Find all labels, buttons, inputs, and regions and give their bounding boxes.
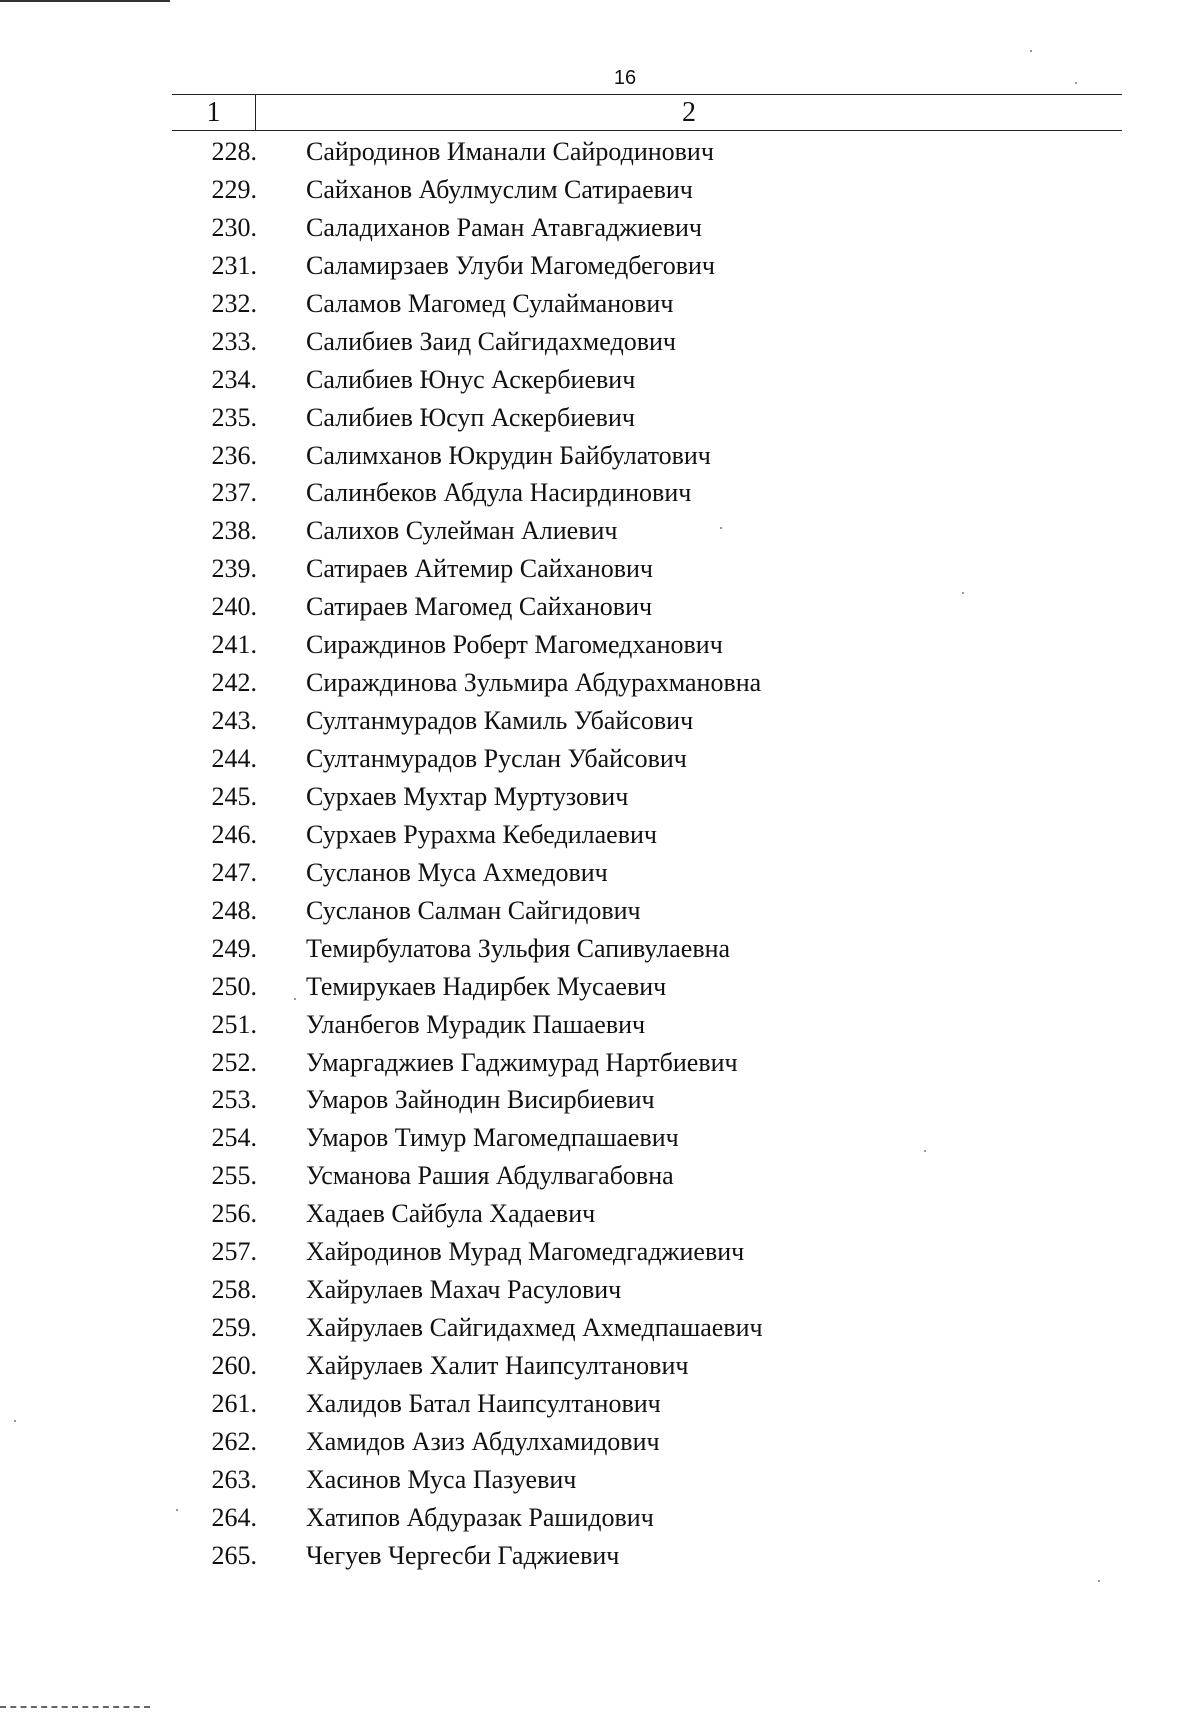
table-row <box>0 968 1200 1006</box>
scan-speck <box>924 1150 926 1152</box>
table-row <box>0 1233 1200 1271</box>
person-name: Хайродинов Мурад Магомедгаджиевич <box>306 1237 745 1267</box>
person-name: Хатипов Абдуразак Рашидович <box>306 1502 654 1532</box>
scan-speck <box>176 1509 178 1511</box>
table-row <box>0 1537 1200 1575</box>
table-row <box>0 702 1200 740</box>
row-number: 244. <box>211 744 257 773</box>
table-row <box>0 1195 1200 1233</box>
person-name: Хайрулаев Махач Расулович <box>306 1275 622 1305</box>
table-row <box>0 323 1200 361</box>
row-number: 252. <box>211 1047 257 1077</box>
scan-speck <box>1098 1580 1100 1582</box>
table-row <box>0 361 1200 399</box>
row-number: 249. <box>211 933 257 963</box>
row-number: 251. <box>211 1009 257 1039</box>
table-row <box>0 1347 1200 1385</box>
person-name: Хайрулаев Сайгидахмед Ахмедпашаевич <box>306 1313 763 1343</box>
table-row <box>0 778 1200 816</box>
person-name: Салибиев Заид Сайгидахмедович <box>306 326 676 356</box>
person-name: Салимханов Юкрудин Байбулатович <box>306 440 711 470</box>
row-number: 230. <box>211 212 257 242</box>
table-row <box>0 1006 1200 1044</box>
row-number: 256. <box>211 1199 257 1229</box>
row-number: 261. <box>211 1388 257 1418</box>
person-name: Умаров Тимур Магомедпашаевич <box>306 1123 679 1153</box>
table-row <box>0 285 1200 323</box>
person-name: Хайрулаев Халит Наипсултанович <box>306 1351 689 1380</box>
table-body <box>0 133 1200 1575</box>
person-name: Сусланов Салман Сайгидович <box>306 895 641 925</box>
person-name: Сатираев Айтемир Сайханович <box>306 554 653 584</box>
row-number: 246. <box>211 819 257 849</box>
row-number: 233. <box>211 326 257 356</box>
person-name: Султанмурадов Камиль Убайсович <box>306 706 694 736</box>
row-number: 248. <box>211 895 257 925</box>
row-number: 259. <box>211 1313 257 1343</box>
person-name: Саладиханов Раман Атавгаджиевич <box>306 212 702 242</box>
table-row <box>0 474 1200 512</box>
scan-speck <box>962 592 964 594</box>
row-number: 236. <box>211 440 257 470</box>
row-number: 254. <box>211 1123 257 1153</box>
person-name: Хадаев Сайбула Хадаевич <box>306 1199 596 1229</box>
table-row <box>0 171 1200 209</box>
person-name: Чегуев Чергесби Гаджиевич <box>306 1540 620 1570</box>
person-name: Салинбеков Абдула Насирдинович <box>306 478 692 508</box>
person-name: Темирбулатова Зульфия Сапивулаевна <box>306 933 731 963</box>
person-name: Сайродинов Иманали Сайродинович <box>306 137 714 166</box>
row-number: 255. <box>211 1161 257 1191</box>
row-number: 253. <box>211 1085 257 1115</box>
table-row <box>0 854 1200 892</box>
table-row <box>0 1423 1200 1461</box>
table-row <box>0 247 1200 285</box>
row-number: 239. <box>211 554 257 584</box>
table-row <box>0 626 1200 664</box>
row-number: 229. <box>211 174 257 204</box>
person-name: Султанмурадов Руслан Убайсович <box>306 744 687 773</box>
table-row <box>0 1271 1200 1309</box>
row-number: 232. <box>211 288 257 318</box>
person-name: Умаров Зайнодин Висирбиевич <box>306 1085 655 1115</box>
table-header-col-1: 1 <box>206 97 221 128</box>
person-name: Сираждинов Роберт Магомедханович <box>306 630 723 660</box>
table-row <box>0 740 1200 778</box>
table-row <box>0 1044 1200 1082</box>
row-number: 231. <box>211 250 257 280</box>
row-number: 245. <box>211 781 257 811</box>
row-number: 234. <box>211 364 257 394</box>
person-name: Салибиев Юсуп Аскербиевич <box>306 402 635 432</box>
person-name: Саламирзаев Улуби Магомедбегович <box>306 250 715 280</box>
table-header-bottom-rule <box>172 130 1122 131</box>
table-header-col-2: 2 <box>682 97 696 128</box>
row-number: 250. <box>211 971 257 1001</box>
person-name: Хамидов Азиз Абдулхамидович <box>306 1426 660 1456</box>
person-name: Сурхаев Мухтар Муртузович <box>306 781 629 811</box>
row-number: 243. <box>211 706 257 736</box>
table-row <box>0 512 1200 550</box>
table-row <box>0 209 1200 247</box>
person-name: Сайханов Абулмуслим Сатираевич <box>306 174 693 204</box>
table-row <box>0 1081 1200 1119</box>
row-number: 240. <box>211 592 257 622</box>
person-name: Сурхаев Рурахма Кебедилаевич <box>306 819 657 849</box>
person-name: Сираждинова Зульмира Абдурахмановна <box>306 668 762 698</box>
person-name: Уланбегов Мурадик Пашаевич <box>306 1009 646 1039</box>
table-row <box>0 550 1200 588</box>
person-name: Умаргаджиев Гаджимурад Нартбиевич <box>306 1047 738 1077</box>
row-number: 238. <box>211 516 257 546</box>
table-row <box>0 588 1200 626</box>
row-number: 265. <box>211 1540 257 1570</box>
row-number: 263. <box>211 1464 257 1494</box>
row-number: 235. <box>211 402 257 432</box>
table-row <box>0 1385 1200 1423</box>
row-number: 247. <box>211 857 257 887</box>
scan-speck <box>294 998 296 1000</box>
person-name: Халидов Батал Наипсултанович <box>306 1388 661 1418</box>
person-name: Усманова Рашия Абдулвагабовна <box>306 1161 674 1191</box>
scan-speck <box>1030 50 1032 52</box>
table-row <box>0 1309 1200 1347</box>
row-number: 228. <box>211 137 257 166</box>
person-name: Сатираев Магомед Сайханович <box>306 592 653 622</box>
person-name: Салибиев Юнус Аскербиевич <box>306 364 636 394</box>
table-row <box>0 1157 1200 1195</box>
person-name: Сусланов Муса Ахмедович <box>306 857 608 887</box>
scan-speck <box>1075 82 1077 84</box>
row-number: 241. <box>211 630 257 660</box>
row-number: 258. <box>211 1275 257 1305</box>
table-row <box>0 930 1200 968</box>
table-row <box>0 664 1200 702</box>
table-row <box>0 1461 1200 1499</box>
table-row <box>0 816 1200 854</box>
row-number: 264. <box>211 1502 257 1532</box>
row-number: 260. <box>211 1351 257 1380</box>
row-number: 237. <box>211 478 257 508</box>
row-number: 242. <box>211 668 257 698</box>
table-row <box>0 892 1200 930</box>
person-name: Салихов Сулейман Алиевич <box>306 516 618 546</box>
table-row <box>0 133 1200 171</box>
row-number: 257. <box>211 1237 257 1267</box>
person-name: Хасинов Муса Пазуевич <box>306 1464 577 1494</box>
table-row <box>0 399 1200 437</box>
scan-edge-mark <box>0 1706 150 1708</box>
scan-edge-mark <box>0 0 170 2</box>
page-number: 16 <box>613 67 637 89</box>
table-row <box>0 1499 1200 1537</box>
scan-speck <box>14 1420 16 1422</box>
row-number: 262. <box>211 1426 257 1456</box>
table-row <box>0 437 1200 475</box>
person-name: Темирукаев Надирбек Мусаевич <box>306 971 667 1001</box>
table-row <box>0 1119 1200 1157</box>
scan-speck <box>720 527 722 529</box>
table-header-top-rule <box>172 94 1122 95</box>
person-name: Саламов Магомед Сулайманович <box>306 288 674 318</box>
